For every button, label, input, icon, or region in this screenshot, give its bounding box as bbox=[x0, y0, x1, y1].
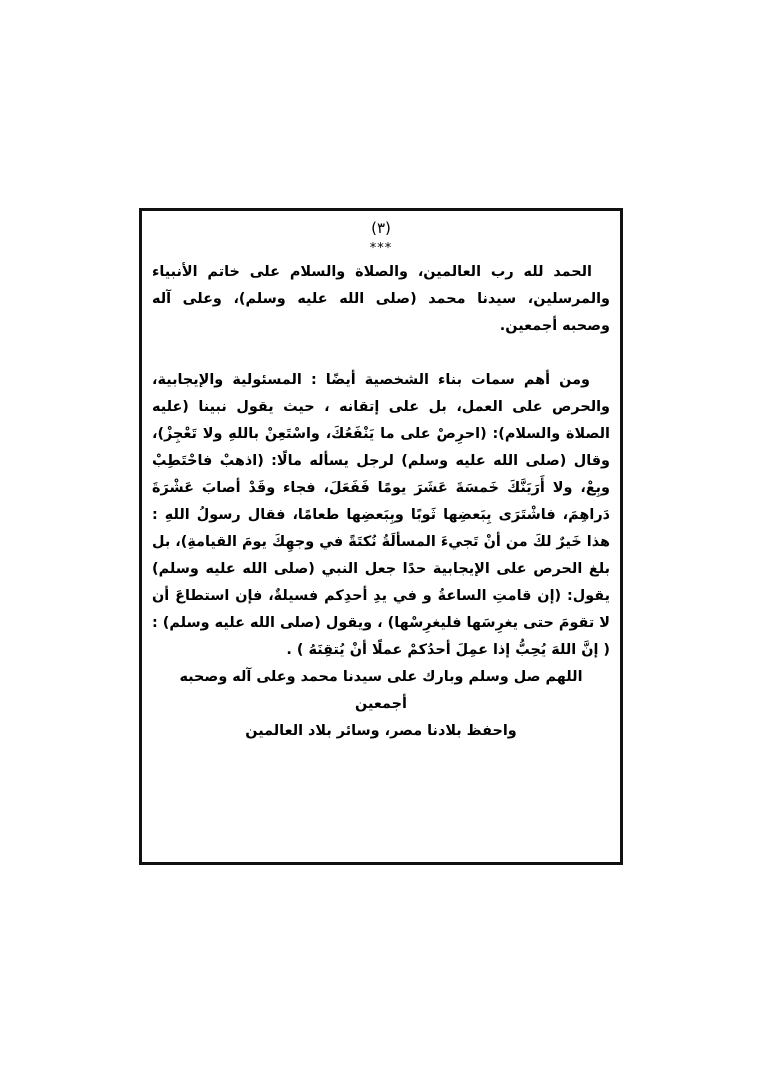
opening-paragraph: الحمد لله رب العالمين، والصلاة والسلام على خاتم الأنبياء والمرسلين، سيدنا محمد (صلى الله عليه وسلم)، وعلى آله وصحبه أجمعين. bbox=[152, 264, 610, 334]
document-content bbox=[152, 217, 610, 745]
body-paragraph: ومن أهم سمات بناء الشخصية أيضًا : المسئولية والإيجابية، والحرص على العمل، بل على إتقانه ، حيث يقول نبينا (عليه الصلاة والسلام): (احرِصْ على ما يَنْفَعُكَ، واسْتَعِنْ باللهِ ولا تَعْجِزْ)، وقال (صلى الله عليه وسلم) لرجل يسأله مالًا: (اذهبْ فاحْتَطِبْ وبِعْ، ولا أَرَيَنَّكَ خَمسَةَ عَشَرَ يومًا فَفَعَلَ، فجاء وقَدْ أصابَ عَشْرَةَ دَراهِمَ، فاشْتَرَى بِبَعضِها ثَوبًا وبِبَعضِها طعامًا، فقال رسولُ اللهِ : هذا خَيرٌ لكَ من أنْ تَجيءَ المسألَةُ نُكتَةً في وجهِكَ يومَ القيامةِ)، بل بلغ الحرص على الإيجابية حدًا جعل النبي (صلى الله عليه وسلم) يقول: (إن قامتِ الساعةُ و في يدِ أحدِكم فسيلةٌ، فإن استطاعَ أن لا تقومَ حتى يغرِسَها فليغرِسْها) ، ويقول (صلى الله عليه وسلم) : ( إنَّ اللهَ يُحِبُّ إذا عمِلَ أحدُكمْ عملًا أنْ يُتقِنَهُ ) . bbox=[152, 372, 610, 658]
section-separator: *** bbox=[369, 241, 393, 256]
closing-prayer-line-2: واحفظ بلادنا مصر، وسائر بلاد العالمين bbox=[245, 723, 517, 739]
page-border-frame bbox=[139, 208, 623, 865]
closing-prayer-line-1: اللهم صل وسلم وبارك على سيدنا محمد وعلى آله وصحبه أجمعين bbox=[179, 669, 583, 712]
paragraph-spacer bbox=[152, 340, 610, 367]
page-number: (٣) bbox=[371, 219, 391, 237]
